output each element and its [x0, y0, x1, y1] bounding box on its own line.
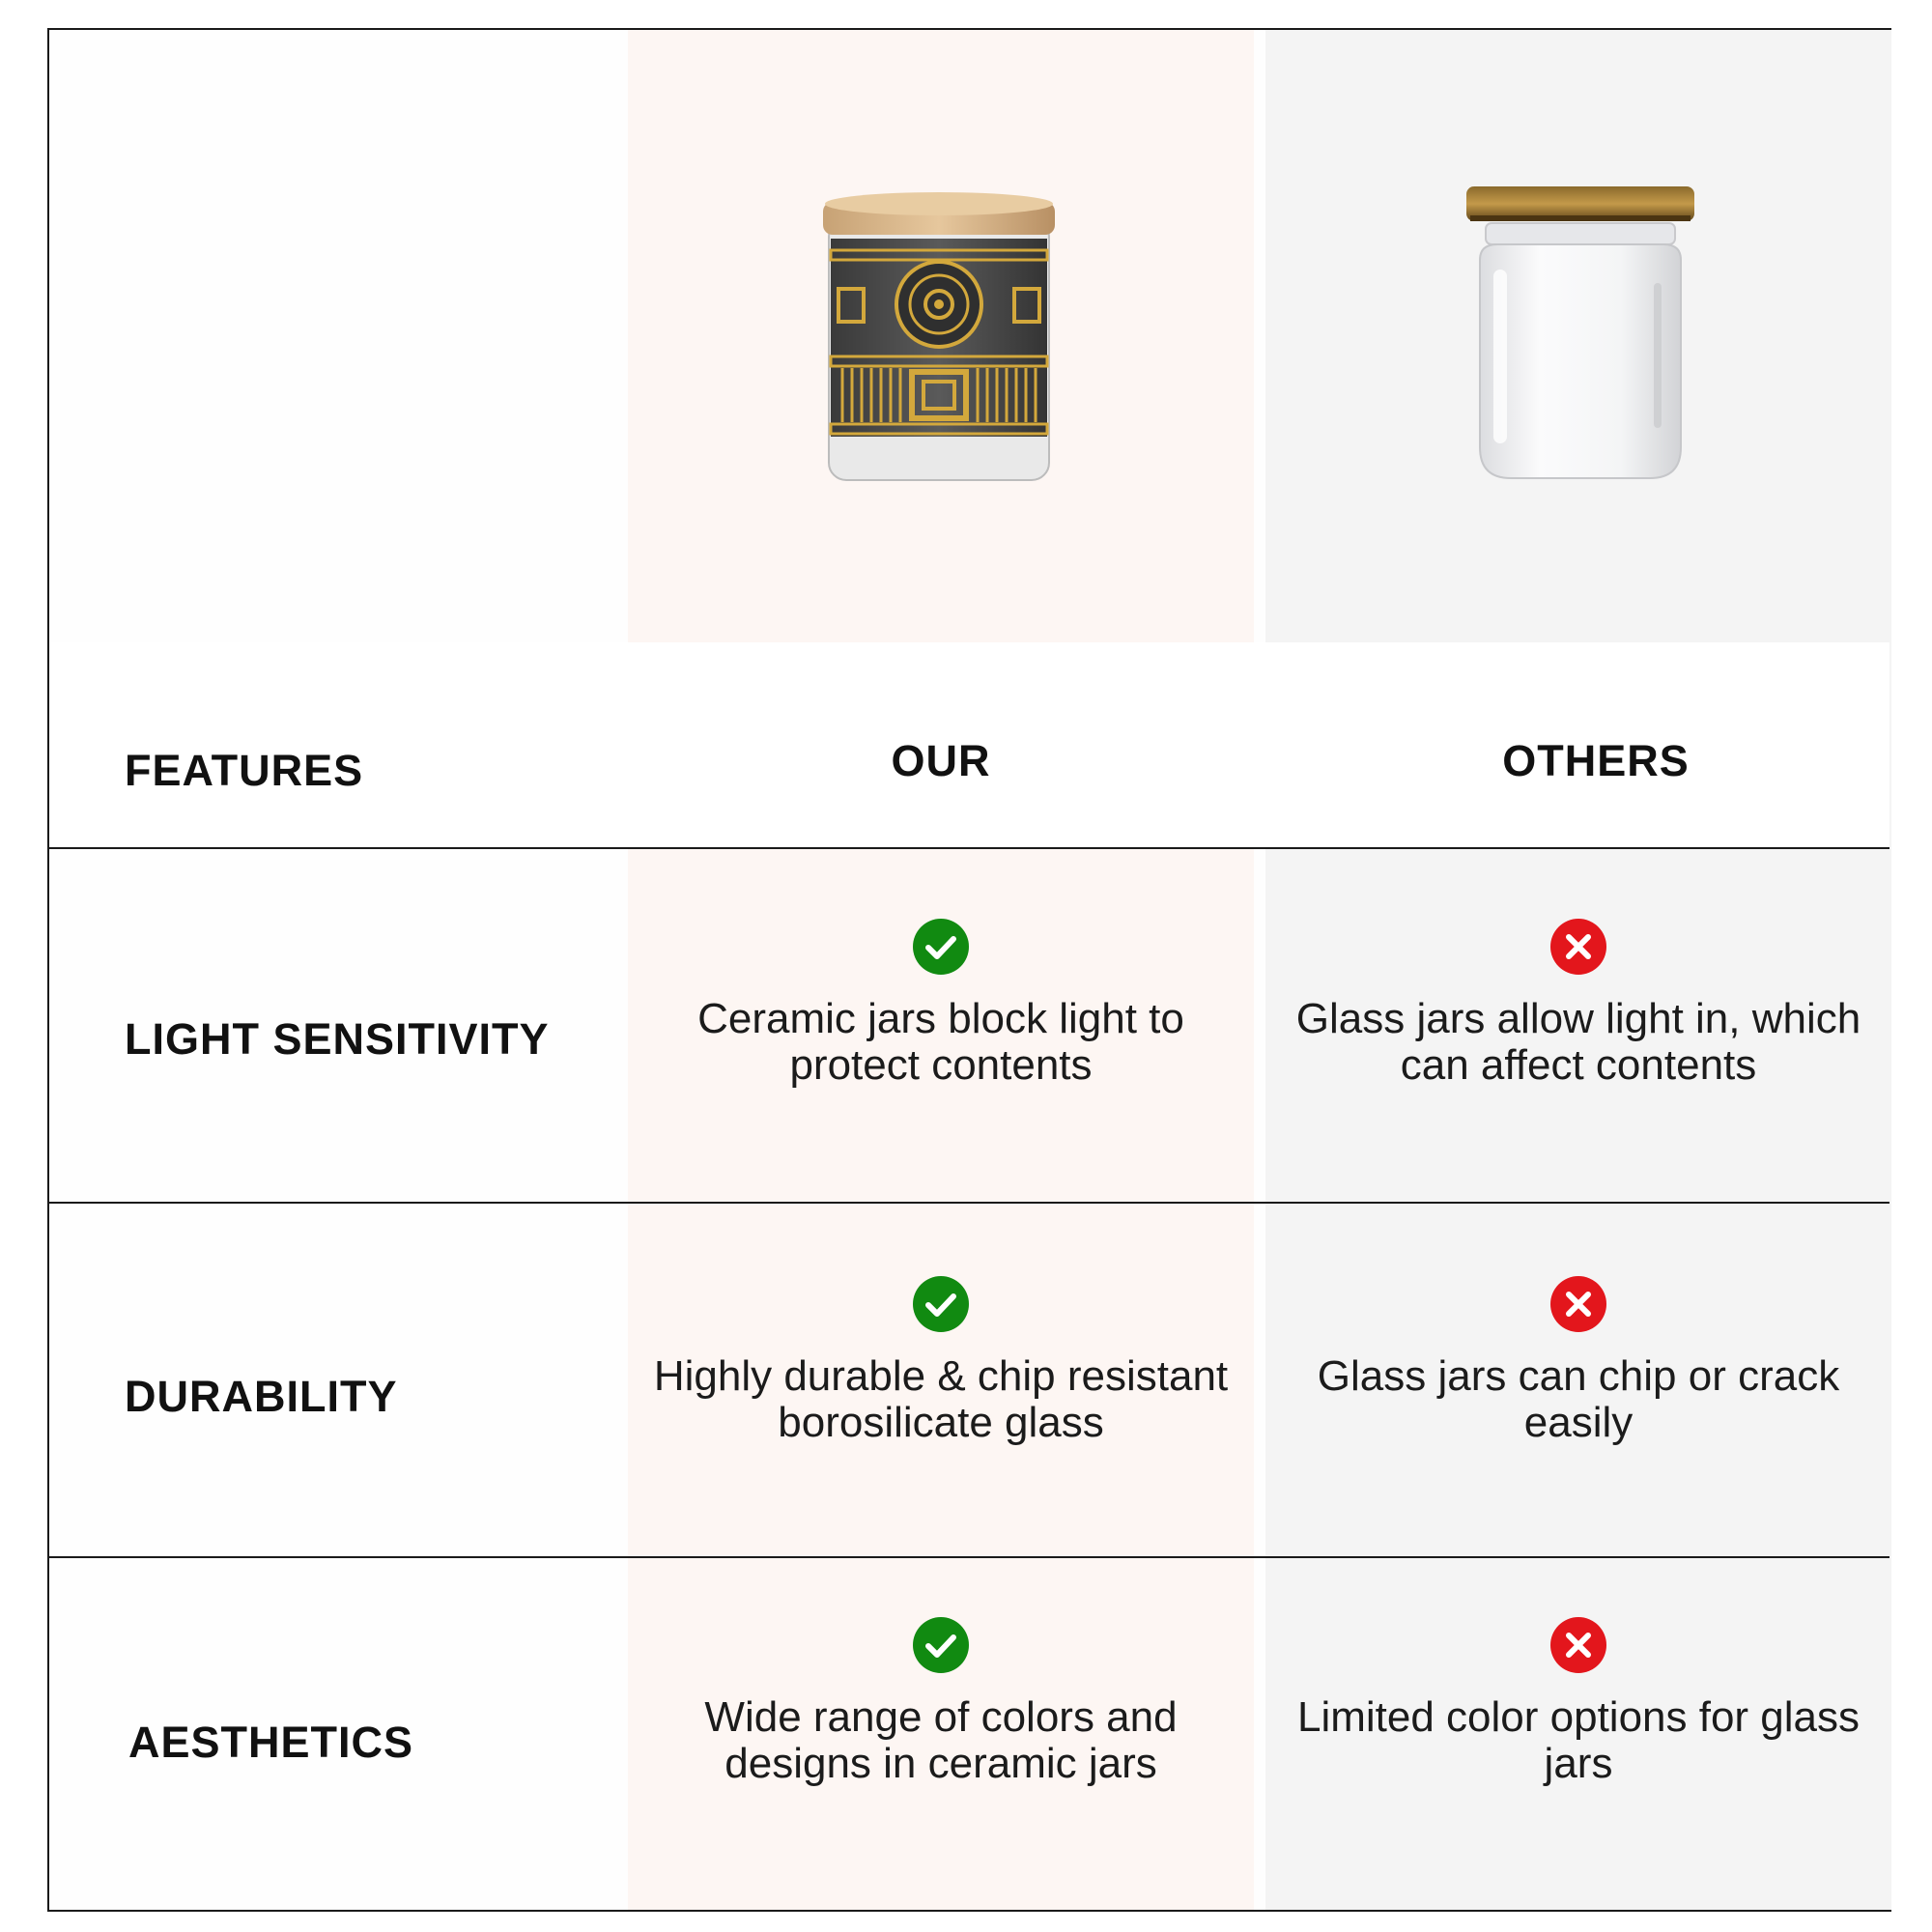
feature-label-light-sensitivity: LIGHT SENSITIVITY: [125, 1014, 550, 1064]
check-circle-icon: [913, 919, 969, 975]
others-text: Limited color options for glass jars: [1296, 1693, 1861, 1787]
our-text: Ceramic jars block light to protect contents: [697, 995, 1184, 1089]
our-cell-light-sensitivity: [628, 919, 1254, 1089]
our-cell-aesthetics: [628, 1617, 1254, 1787]
row-divider: [49, 1556, 1889, 1558]
x-circle-icon: [1550, 1617, 1606, 1673]
row-divider: [49, 847, 1889, 849]
our-text: Highly durable & chip resistant borosilicate glass: [653, 1352, 1229, 1446]
our-text: Wide range of colors and designs in ceramic jars: [704, 1693, 1178, 1787]
ceramic-jar-image: [823, 183, 1055, 492]
check-circle-icon: [913, 1276, 969, 1332]
features-header: FEATURES: [125, 746, 364, 795]
others-text: Glass jars allow light in, which can affect contents: [1295, 995, 1861, 1089]
others-cell-aesthetics: [1265, 1617, 1891, 1787]
others-text: Glass jars can chip or crack easily: [1317, 1352, 1840, 1446]
x-circle-icon: [1550, 1276, 1606, 1332]
our-column-header: OUR: [891, 736, 991, 785]
others-column-header: OTHERS: [1502, 736, 1690, 785]
others-cell-light-sensitivity: [1265, 919, 1891, 1089]
comparison-table: [47, 28, 1891, 1912]
our-cell-durability: [628, 1276, 1254, 1446]
glass-jar-image: [1464, 186, 1696, 486]
feature-label-aesthetics: AESTHETICS: [128, 1718, 414, 1767]
check-circle-icon: [913, 1617, 969, 1673]
feature-label-durability: DURABILITY: [125, 1372, 398, 1421]
row-divider: [49, 1202, 1889, 1204]
x-circle-icon: [1550, 919, 1606, 975]
others-cell-durability: [1265, 1276, 1891, 1446]
